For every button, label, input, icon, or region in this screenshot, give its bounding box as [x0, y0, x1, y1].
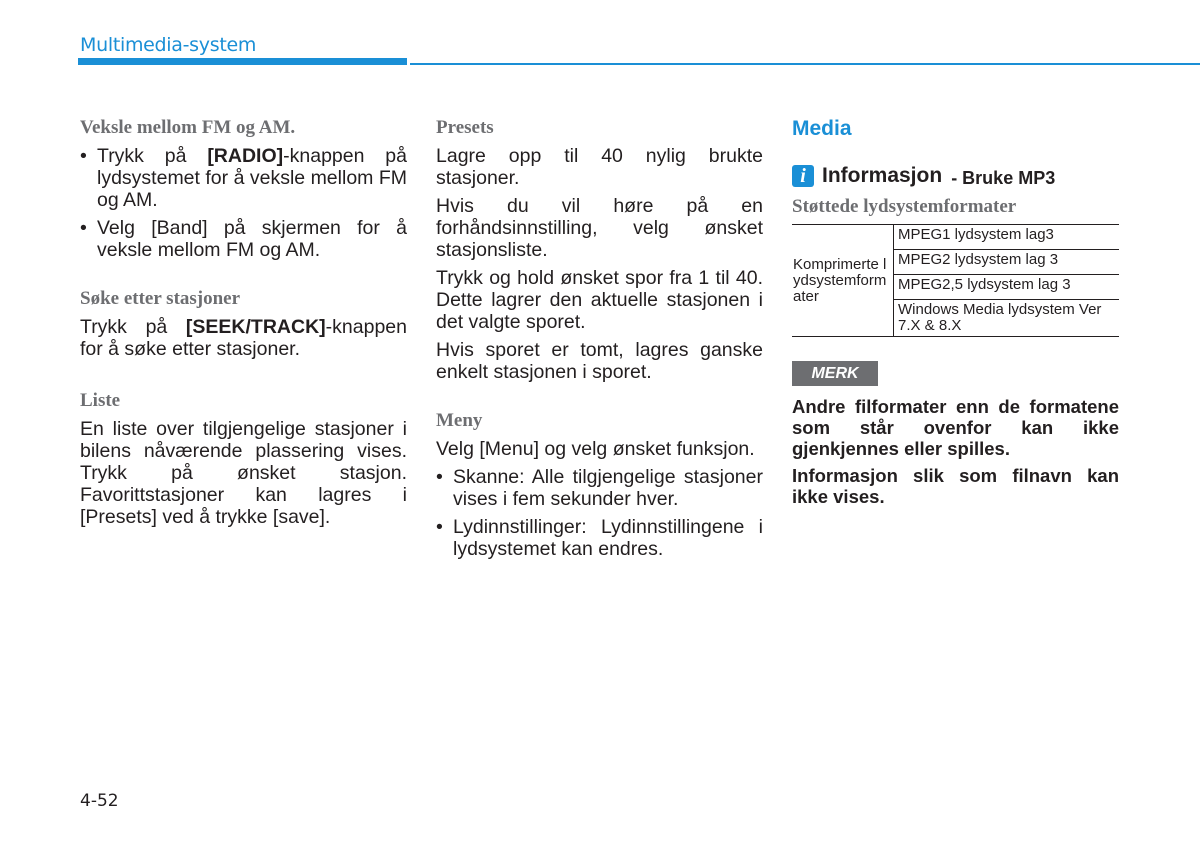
radio-button-label: [RADIO] [207, 145, 284, 167]
header-rule-thin [410, 63, 1200, 65]
column-3 [792, 116, 1119, 513]
meny-list [436, 466, 763, 560]
page-number: 4-52 [80, 791, 119, 811]
media-title: Media [792, 117, 852, 140]
column-2 [436, 116, 763, 566]
list-item: • Lydinnstillinger: Lydinnstillingene i lydsystemet kan endres. [436, 516, 763, 560]
info-icon: i [792, 165, 814, 187]
info-subtitle: - Bruke MP3 [951, 168, 1056, 188]
info-title: Informasjon [822, 164, 943, 187]
paragraph: Trykk og hold ønsket spor fra 1 til 40. Dette lagrer den aktuelle stasjonen i det valgte sporet. [436, 267, 763, 333]
heading-meny: Meny [436, 410, 483, 431]
header-rule-thick [78, 58, 407, 65]
heading-seek: Søke etter stasjoner [80, 288, 241, 309]
paragraph: Trykk på [SEEK/TRACK]-knappen for å søke etter stasjoner. [80, 316, 407, 360]
table-cell: MPEG1 lydsystem lag3 [898, 226, 1054, 243]
table-cell: MPEG2,5 lydsystem lag 3 [894, 275, 1120, 300]
paragraph: Lagre opp til 40 nylig brukte stasjoner. [436, 145, 763, 189]
table-cell: Windows Media lydsystem Ver 7.X & 8.X [894, 300, 1120, 337]
formats-table [792, 224, 1119, 337]
list-item: • Trykk på [RADIO]-knappen på lydsystemet for å veksle mellom FM og AM. [80, 145, 407, 211]
formats-heading: Støttede lydsystemformater [792, 196, 1017, 217]
formats-label: Komprimerte lydsystemformater [792, 225, 894, 337]
paragraph: Hvis du vil høre på en forhåndsinnstilling, velg ønsket stasjonsliste. [436, 195, 763, 261]
seek-track-label: [SEEK/TRACK] [185, 316, 326, 338]
note-paragraph: Andre filformater enn de formatene som står ovenfor kan ikke gjenkjennes eller spilles. [792, 396, 1119, 459]
section-title: Multimedia-system [80, 34, 257, 56]
list-item: • Velg [Band] på skjermen for å veksle mellom FM og AM. [80, 217, 407, 261]
paragraph: En liste over tilgjengelige stasjoner i bilens nåværende plassering vises. Trykk på ønsket stasjon. Favorittstasjoner kan lagres i [Presets] ved å trykke [save]. [80, 418, 407, 528]
fm-am-list [80, 145, 407, 261]
paragraph: Hvis sporet er tomt, lagres ganske enkelt stasjonen i sporet. [436, 339, 763, 383]
paragraph: Velg [Menu] og velg ønsket funksjon. [436, 438, 755, 460]
heading-fm-am: Veksle mellom FM og AM. [80, 117, 296, 138]
merk-badge: MERK [792, 361, 878, 386]
heading-liste: Liste [80, 390, 121, 411]
column-1 [80, 116, 407, 534]
heading-presets: Presets [436, 117, 494, 138]
table-cell: MPEG2 lydsystem lag 3 [894, 250, 1120, 275]
list-item: • Skanne: Alle tilgjengelige stasjoner vises i fem sekunder hver. [436, 466, 763, 510]
note-paragraph: Informasjon slik som filnavn kan ikke vises. [792, 465, 1119, 507]
info-heading [792, 161, 1119, 191]
